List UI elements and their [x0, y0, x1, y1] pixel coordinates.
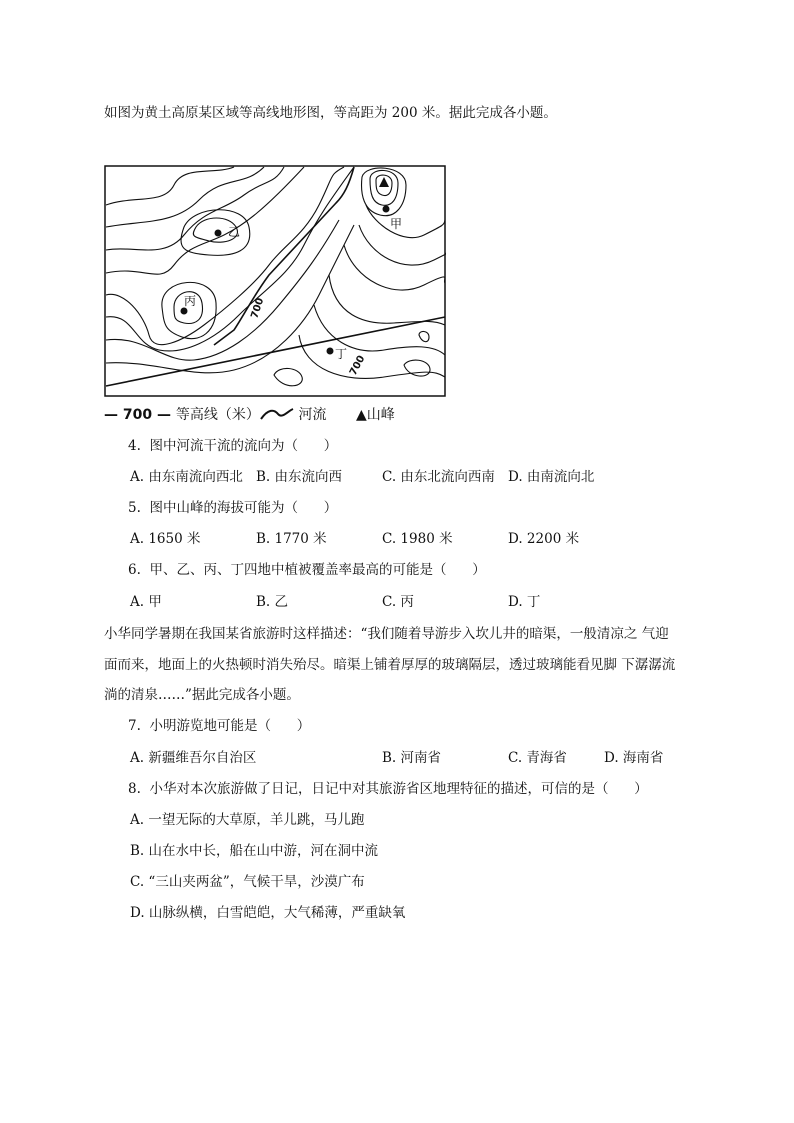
legend-river: [260, 404, 326, 424]
q5-option-b: B. 1770 米: [256, 531, 327, 547]
q7-option-a: A. 新疆维吾尔自治区: [130, 750, 257, 766]
point-bing: [181, 308, 188, 315]
q7-stem: 7. 小明游览地可能是（ ）: [128, 718, 311, 734]
legend-contour: — 700 — 等高线（米）: [104, 407, 260, 423]
q7-option-b: B. 河南省: [382, 750, 442, 766]
q4-stem: 4. 图中河流干流的流向为（ ）: [128, 438, 338, 454]
legend-peak-text: 山峰: [366, 407, 395, 423]
label-jia: 甲: [390, 217, 403, 231]
label-yi: 乙: [228, 225, 241, 239]
q6-option-a: A. 甲: [130, 594, 162, 610]
q5-option-d: D. 2200 米: [508, 531, 580, 547]
q6-option-c: C. 丙: [382, 594, 414, 610]
point-yi: [215, 230, 222, 237]
legend-contour-value: 700: [122, 407, 153, 423]
passage-line-3: 淌的清泉……”据此完成各小题。: [104, 687, 300, 703]
peak-icon: ▲: [356, 407, 367, 423]
legend-peak: [356, 404, 395, 424]
passage-line-2: 面而来，地面上的火热顿时消失殆尽。暗渠上铺着厚厚的玻璃隔层，透过玻璃能看见脚 下潺潺流: [104, 657, 676, 673]
passage-line-1: 小华同学暑期在我国某省旅游时这样描述：“我们随着导游步入坎儿井的暗渠，一般清凉之 气迎: [104, 626, 669, 642]
q7-option-d: D. 海南省: [604, 750, 664, 766]
intro-text: 如图为黄土高原某区域等高线地形图，等高距为 200 米。据此完成各小题。: [104, 105, 557, 121]
label-ding: 丁: [335, 347, 348, 361]
q5-option-a: A. 1650 米: [130, 531, 201, 547]
q6-stem: 6. 甲、乙、丙、丁四地中植被覆盖率最高的可能是（ ）: [128, 562, 486, 578]
q4-option-b: B. 由东流向西: [256, 469, 343, 485]
q8-option-d: D. 山脉纵横，白雪皑皑，大气稀薄，严重缺氧: [130, 905, 406, 921]
q6-option-b: B. 乙: [256, 594, 289, 610]
river-icon: [260, 407, 298, 423]
legend-contour-text: 等高线（米）: [175, 407, 260, 423]
q8-stem: 8. 小华对本次旅游做了日记，日记中对其旅游省区地理特征的描述，可信的是（ ）: [128, 781, 648, 797]
contour-label-a: 700: [249, 296, 267, 320]
q8-option-a: A. 一望无际的大草原，羊儿跳，马儿跑: [130, 812, 365, 828]
q8-option-c: C. “三山夹两盆”，气候干旱，沙漠广布: [130, 874, 365, 890]
q6-option-d: D. 丁: [508, 594, 541, 610]
legend-river-text: 河流: [298, 407, 327, 423]
q4-option-d: D. 由南流向北: [508, 469, 595, 485]
q5-stem: 5. 图中山峰的海拔可能为（ ）: [128, 500, 338, 516]
point-jia: [383, 206, 390, 213]
contour-label-b: 700: [347, 353, 368, 378]
q7-option-c: C. 青海省: [508, 750, 567, 766]
q4-option-c: C. 由东北流向西南: [382, 469, 495, 485]
point-ding: [327, 348, 334, 355]
q5-option-c: C. 1980 米: [382, 531, 453, 547]
q4-option-a: A. 由东南流向西北: [130, 469, 243, 485]
contour-map: [104, 165, 446, 397]
q8-option-b: B. 山在水中长，船在山中游，河在洞中流: [130, 843, 379, 859]
label-bing: 丙: [184, 294, 197, 308]
